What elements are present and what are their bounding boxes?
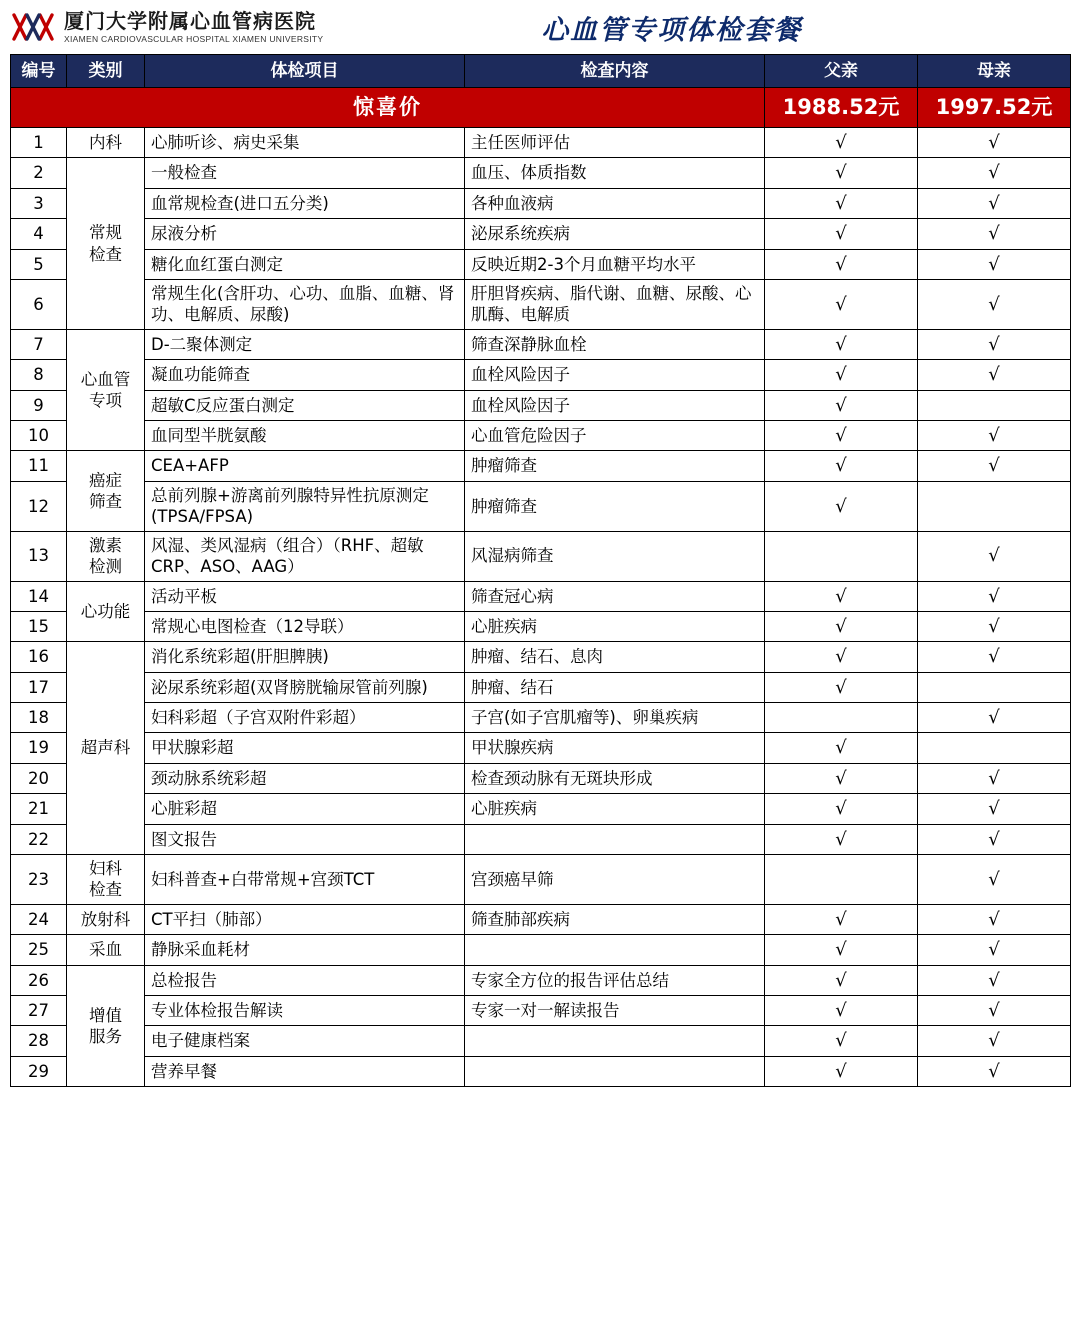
cell-father-check: √ xyxy=(765,249,918,279)
cell-category: 心血管 专项 xyxy=(67,329,145,451)
cell-mother-check: √ xyxy=(918,965,1071,995)
cell-father-check: √ xyxy=(765,1026,918,1056)
cell-father-check: √ xyxy=(765,904,918,934)
cell-content xyxy=(465,1026,765,1056)
cell-content: 检查颈动脉有无斑块形成 xyxy=(465,763,765,793)
cell-mother-check: √ xyxy=(918,329,1071,359)
cell-category: 采血 xyxy=(67,935,145,965)
cell-item: 消化系统彩超(肝胆脾胰) xyxy=(145,642,465,672)
table-row xyxy=(11,128,1071,158)
cell-item: 常规心电图检查（12导联） xyxy=(145,611,465,641)
table-row xyxy=(11,733,1071,763)
cell-content: 主任医师评估 xyxy=(465,128,765,158)
cell-father-check: √ xyxy=(765,360,918,390)
cell-father-check: √ xyxy=(765,1056,918,1086)
cell-no: 20 xyxy=(11,763,67,793)
cell-category: 心功能 xyxy=(67,581,145,642)
cell-no: 24 xyxy=(11,904,67,934)
col-header-no: 编号 xyxy=(11,55,67,88)
cell-mother-check: √ xyxy=(918,855,1071,905)
cell-content: 专家全方位的报告评估总结 xyxy=(465,965,765,995)
cell-father-check: √ xyxy=(765,158,918,188)
cell-content: 子宫(如子宫肌瘤等)、卵巢疾病 xyxy=(465,703,765,733)
table-row xyxy=(11,672,1071,702)
price-label: 惊喜价 xyxy=(11,88,765,128)
checkup-items-table xyxy=(10,54,1071,1087)
table-row xyxy=(11,329,1071,359)
cell-mother-check: √ xyxy=(918,128,1071,158)
cell-content xyxy=(465,824,765,854)
cell-father-check xyxy=(765,703,918,733)
table-row xyxy=(11,824,1071,854)
cell-father-check: √ xyxy=(765,965,918,995)
col-header-father: 父亲 xyxy=(765,55,918,88)
cell-father-check: √ xyxy=(765,996,918,1026)
cell-content: 心脏疾病 xyxy=(465,611,765,641)
cell-no: 6 xyxy=(11,279,67,329)
table-row xyxy=(11,794,1071,824)
cell-mother-check: √ xyxy=(918,904,1071,934)
cell-item: 凝血功能筛查 xyxy=(145,360,465,390)
table-row xyxy=(11,1026,1071,1056)
cell-content: 心脏疾病 xyxy=(465,794,765,824)
cell-item: 妇科普查+白带常规+宫颈TCT xyxy=(145,855,465,905)
cell-category: 放射科 xyxy=(67,904,145,934)
table-row xyxy=(11,219,1071,249)
cell-item: D-二聚体测定 xyxy=(145,329,465,359)
cell-mother-check: √ xyxy=(918,451,1071,481)
cell-content: 反映近期2-3个月血糖平均水平 xyxy=(465,249,765,279)
cell-item: 一般检查 xyxy=(145,158,465,188)
cell-content: 泌尿系统疾病 xyxy=(465,219,765,249)
cell-mother-check: √ xyxy=(918,360,1071,390)
cell-item: 活动平板 xyxy=(145,581,465,611)
cell-item: 妇科彩超（子宫双附件彩超） xyxy=(145,703,465,733)
table-row xyxy=(11,642,1071,672)
cell-father-check: √ xyxy=(765,188,918,218)
cell-content: 肿瘤筛查 xyxy=(465,481,765,531)
cell-father-check: √ xyxy=(765,672,918,702)
cell-father-check: √ xyxy=(765,128,918,158)
cell-no: 12 xyxy=(11,481,67,531)
table-row xyxy=(11,581,1071,611)
cell-no: 25 xyxy=(11,935,67,965)
cell-content: 血压、体质指数 xyxy=(465,158,765,188)
price-row xyxy=(11,88,1071,128)
cell-no: 18 xyxy=(11,703,67,733)
table-row xyxy=(11,935,1071,965)
header-row xyxy=(11,55,1071,88)
cell-content: 血栓风险因子 xyxy=(465,390,765,420)
cell-content: 肿瘤、结石、息肉 xyxy=(465,642,765,672)
cell-no: 7 xyxy=(11,329,67,359)
table-row xyxy=(11,996,1071,1026)
cell-item: 营养早餐 xyxy=(145,1056,465,1086)
table-row xyxy=(11,611,1071,641)
cell-no: 11 xyxy=(11,451,67,481)
table-row xyxy=(11,188,1071,218)
table-row xyxy=(11,360,1071,390)
cell-mother-check xyxy=(918,390,1071,420)
cell-content: 甲状腺疾病 xyxy=(465,733,765,763)
cell-content: 专家一对一解读报告 xyxy=(465,996,765,1026)
cell-no: 4 xyxy=(11,219,67,249)
cell-mother-check: √ xyxy=(918,1026,1071,1056)
cell-no: 3 xyxy=(11,188,67,218)
table-row xyxy=(11,158,1071,188)
table-row xyxy=(11,703,1071,733)
cell-father-check: √ xyxy=(765,421,918,451)
cell-item: 图文报告 xyxy=(145,824,465,854)
cell-mother-check: √ xyxy=(918,611,1071,641)
cell-category: 癌症 筛查 xyxy=(67,451,145,531)
cell-item: 甲状腺彩超 xyxy=(145,733,465,763)
table-row xyxy=(11,451,1071,481)
cell-mother-check: √ xyxy=(918,249,1071,279)
table-row xyxy=(11,421,1071,451)
col-header-mother: 母亲 xyxy=(918,55,1071,88)
table-row xyxy=(11,904,1071,934)
cell-category: 内科 xyxy=(67,128,145,158)
cell-item: 颈动脉系统彩超 xyxy=(145,763,465,793)
cell-father-check xyxy=(765,531,918,581)
cell-mother-check: √ xyxy=(918,1056,1071,1086)
cell-category: 激素 检测 xyxy=(67,531,145,581)
cell-mother-check: √ xyxy=(918,996,1071,1026)
col-header-content: 检查内容 xyxy=(465,55,765,88)
cell-no: 15 xyxy=(11,611,67,641)
cell-item: 总前列腺+游离前列腺特异性抗原测定(TPSA/FPSA) xyxy=(145,481,465,531)
cell-item: 糖化血红蛋白测定 xyxy=(145,249,465,279)
col-header-cat: 类别 xyxy=(67,55,145,88)
cell-no: 5 xyxy=(11,249,67,279)
cell-no: 2 xyxy=(11,158,67,188)
cell-mother-check: √ xyxy=(918,642,1071,672)
dna-helix-logo-icon xyxy=(10,12,56,42)
cell-content: 筛查冠心病 xyxy=(465,581,765,611)
hospital-logo xyxy=(10,10,323,44)
cell-father-check: √ xyxy=(765,390,918,420)
table-row xyxy=(11,249,1071,279)
cell-father-check: √ xyxy=(765,581,918,611)
cell-item: 总检报告 xyxy=(145,965,465,995)
page-title: 心血管专项体检套餐 xyxy=(541,14,803,46)
cell-no: 1 xyxy=(11,128,67,158)
cell-mother-check: √ xyxy=(918,763,1071,793)
cell-content: 筛查深静脉血栓 xyxy=(465,329,765,359)
table-row xyxy=(11,279,1071,329)
cell-mother-check: √ xyxy=(918,703,1071,733)
cell-content: 肿瘤、结石 xyxy=(465,672,765,702)
table-row xyxy=(11,1056,1071,1086)
cell-content xyxy=(465,1056,765,1086)
cell-father-check: √ xyxy=(765,451,918,481)
table-body xyxy=(11,88,1071,1087)
cell-item: 心肺听诊、病史采集 xyxy=(145,128,465,158)
cell-content: 肿瘤筛查 xyxy=(465,451,765,481)
table-row xyxy=(11,531,1071,581)
cell-item: 静脉采血耗材 xyxy=(145,935,465,965)
cell-mother-check: √ xyxy=(918,794,1071,824)
cell-no: 19 xyxy=(11,733,67,763)
cell-content: 肝胆肾疾病、脂代谢、血糖、尿酸、心肌酶、电解质 xyxy=(465,279,765,329)
cell-item: 泌尿系统彩超(双肾膀胱输尿管前列腺) xyxy=(145,672,465,702)
cell-item: CT平扫（肺部） xyxy=(145,904,465,934)
hospital-name-cn: 厦门大学附属心血管病医院 xyxy=(64,9,316,33)
cell-mother-check: √ xyxy=(918,531,1071,581)
cell-item: 超敏C反应蛋白测定 xyxy=(145,390,465,420)
cell-mother-check: √ xyxy=(918,188,1071,218)
cell-no: 8 xyxy=(11,360,67,390)
price-mother: 1997.52元 xyxy=(918,88,1071,128)
cell-mother-check xyxy=(918,672,1071,702)
page-header xyxy=(0,0,1080,54)
cell-item: CEA+AFP xyxy=(145,451,465,481)
cell-item: 血常规检查(进口五分类) xyxy=(145,188,465,218)
cell-mother-check: √ xyxy=(918,158,1071,188)
cell-mother-check: √ xyxy=(918,824,1071,854)
hospital-name-en: XIAMEN CARDIOVASCULAR HOSPITAL XIAMEN UNIVERSITY xyxy=(64,34,324,44)
price-father: 1988.52元 xyxy=(765,88,918,128)
cell-father-check xyxy=(765,855,918,905)
cell-category: 增值 服务 xyxy=(67,965,145,1087)
cell-item: 风湿、类风湿病（组合）（RHF、超敏CRP、ASO、AAG） xyxy=(145,531,465,581)
cell-father-check: √ xyxy=(765,824,918,854)
cell-item: 血同型半胱氨酸 xyxy=(145,421,465,451)
table-row xyxy=(11,855,1071,905)
cell-father-check: √ xyxy=(765,481,918,531)
cell-father-check: √ xyxy=(765,279,918,329)
cell-mother-check xyxy=(918,733,1071,763)
table-row xyxy=(11,965,1071,995)
cell-no: 28 xyxy=(11,1026,67,1056)
cell-father-check: √ xyxy=(765,733,918,763)
cell-no: 9 xyxy=(11,390,67,420)
cell-father-check: √ xyxy=(765,611,918,641)
cell-father-check: √ xyxy=(765,763,918,793)
cell-content: 心血管危险因子 xyxy=(465,421,765,451)
cell-content: 宫颈癌早筛 xyxy=(465,855,765,905)
table-row xyxy=(11,390,1071,420)
cell-mother-check xyxy=(918,481,1071,531)
cell-father-check: √ xyxy=(765,935,918,965)
cell-mother-check: √ xyxy=(918,279,1071,329)
cell-item: 电子健康档案 xyxy=(145,1026,465,1056)
cell-mother-check: √ xyxy=(918,581,1071,611)
cell-category: 常规 检查 xyxy=(67,158,145,329)
cell-no: 13 xyxy=(11,531,67,581)
cell-item: 专业体检报告解读 xyxy=(145,996,465,1026)
cell-no: 29 xyxy=(11,1056,67,1086)
cell-father-check: √ xyxy=(765,642,918,672)
cell-no: 10 xyxy=(11,421,67,451)
cell-content xyxy=(465,935,765,965)
cell-no: 23 xyxy=(11,855,67,905)
cell-item: 常规生化(含肝功、心功、血脂、血糖、肾功、电解质、尿酸) xyxy=(145,279,465,329)
table-row xyxy=(11,481,1071,531)
cell-mother-check: √ xyxy=(918,935,1071,965)
cell-no: 16 xyxy=(11,642,67,672)
table-header xyxy=(11,55,1071,88)
cell-no: 27 xyxy=(11,996,67,1026)
cell-no: 14 xyxy=(11,581,67,611)
cell-mother-check: √ xyxy=(918,421,1071,451)
col-header-item: 体检项目 xyxy=(145,55,465,88)
cell-no: 26 xyxy=(11,965,67,995)
cell-content: 血栓风险因子 xyxy=(465,360,765,390)
cell-no: 22 xyxy=(11,824,67,854)
cell-category: 妇科 检查 xyxy=(67,855,145,905)
cell-content: 风湿病筛查 xyxy=(465,531,765,581)
cell-father-check: √ xyxy=(765,794,918,824)
cell-item: 尿液分析 xyxy=(145,219,465,249)
cell-category: 超声科 xyxy=(67,642,145,855)
cell-no: 17 xyxy=(11,672,67,702)
cell-content: 筛查肺部疾病 xyxy=(465,904,765,934)
cell-content: 各种血液病 xyxy=(465,188,765,218)
cell-father-check: √ xyxy=(765,329,918,359)
cell-father-check: √ xyxy=(765,219,918,249)
cell-no: 21 xyxy=(11,794,67,824)
table-row xyxy=(11,763,1071,793)
cell-item: 心脏彩超 xyxy=(145,794,465,824)
cell-mother-check: √ xyxy=(918,219,1071,249)
